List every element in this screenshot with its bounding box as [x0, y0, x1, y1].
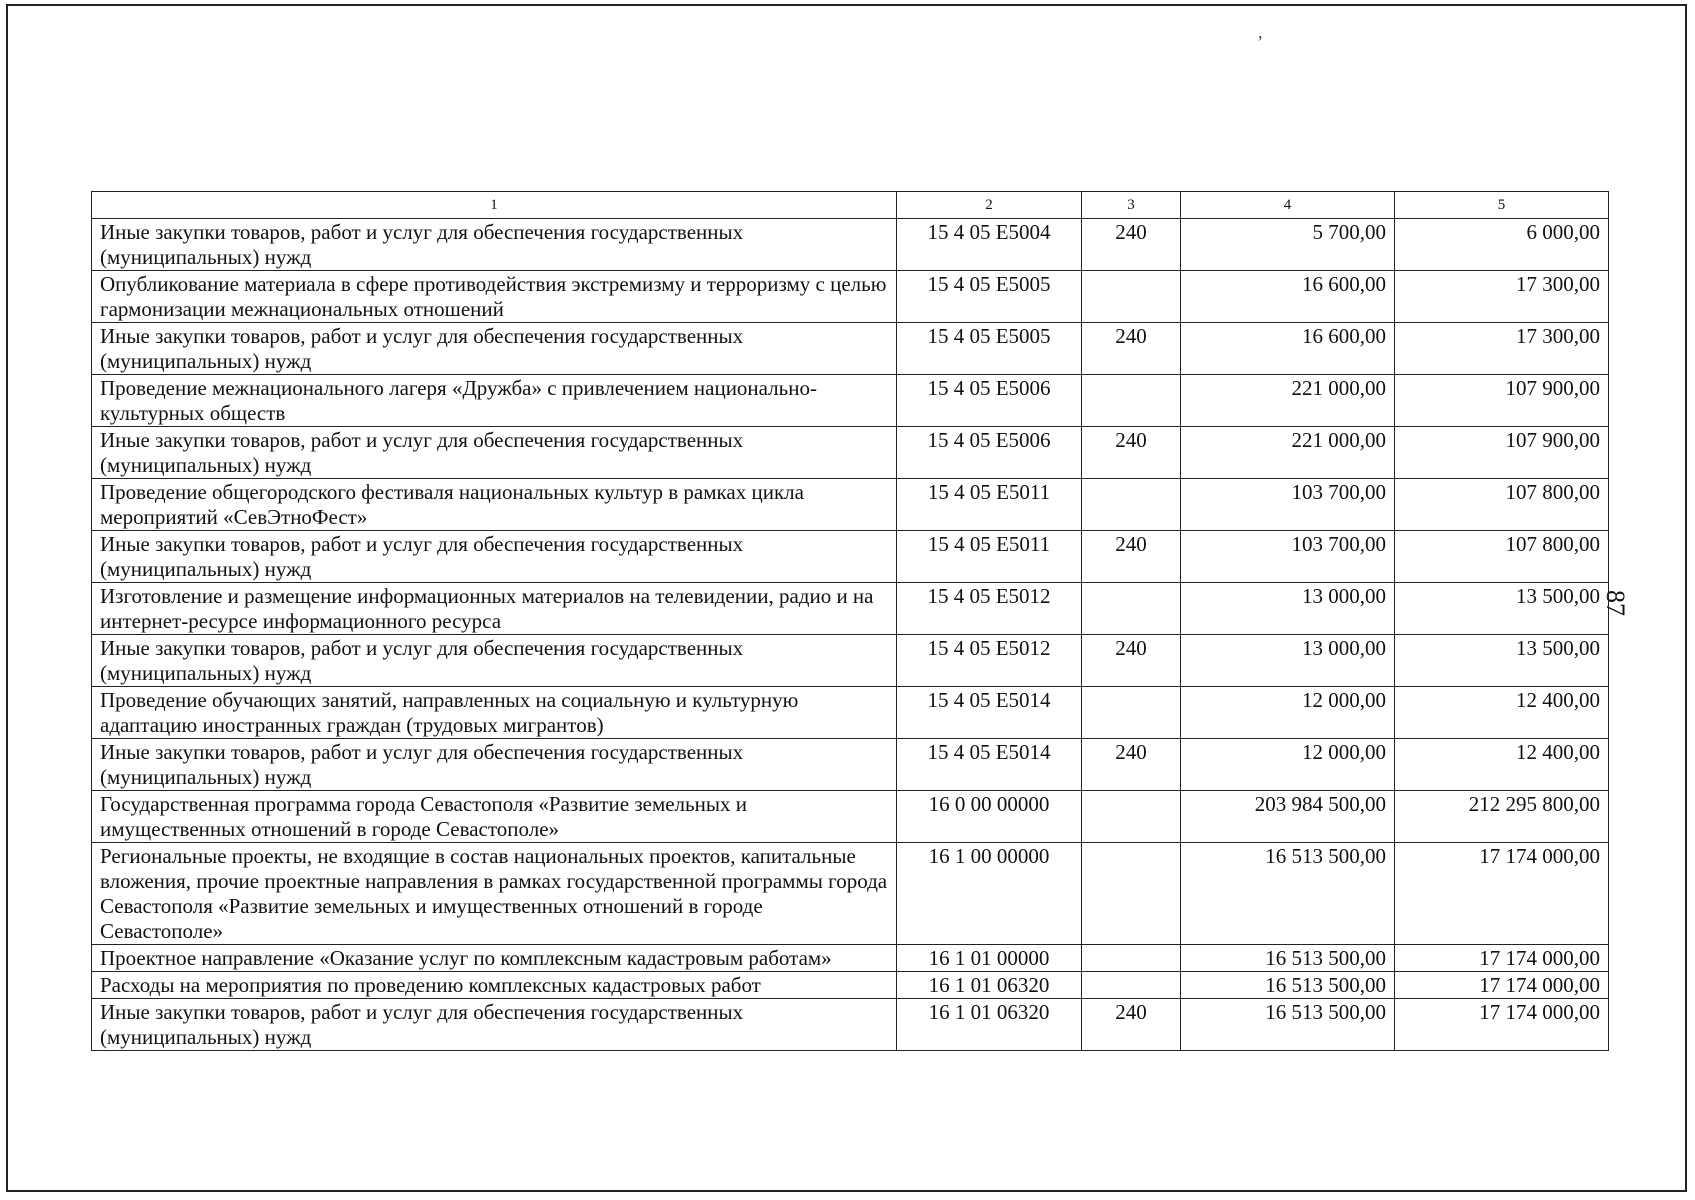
row-description: Проведение обучающих занятий, направленных на социальную и культурную адаптацию иностранных граждан (трудовых мигрантов) — [92, 687, 897, 739]
row-type — [1082, 687, 1181, 739]
row-type — [1082, 843, 1181, 945]
table-row — [92, 972, 1609, 999]
row-value-5: 17 174 000,00 — [1395, 843, 1609, 945]
row-code: 15 4 05 E5006 — [897, 427, 1082, 479]
row-type: 240 — [1082, 739, 1181, 791]
row-value-4: 12 000,00 — [1181, 687, 1395, 739]
stray-mark: , — [1258, 22, 1263, 42]
row-type: 240 — [1082, 531, 1181, 583]
row-description: Иные закупки товаров, работ и услуг для обеспечения государственных (муниципальных) нужд — [92, 999, 897, 1051]
row-value-5: 17 300,00 — [1395, 271, 1609, 323]
row-value-5: 13 500,00 — [1395, 583, 1609, 635]
row-value-4: 203 984 500,00 — [1181, 791, 1395, 843]
row-code: 16 1 01 06320 — [897, 999, 1082, 1051]
header-col-4: 4 — [1181, 192, 1395, 219]
row-code: 16 1 01 06320 — [897, 972, 1082, 999]
row-type — [1082, 972, 1181, 999]
row-description: Иные закупки товаров, работ и услуг для обеспечения государственных (муниципальных) нужд — [92, 739, 897, 791]
row-code: 16 1 01 00000 — [897, 945, 1082, 972]
row-value-5: 17 174 000,00 — [1395, 972, 1609, 999]
row-value-4: 16 513 500,00 — [1181, 843, 1395, 945]
table-row — [92, 945, 1609, 972]
row-code: 16 1 00 00000 — [897, 843, 1082, 945]
row-description: Иные закупки товаров, работ и услуг для обеспечения государственных (муниципальных) нужд — [92, 531, 897, 583]
row-type: 240 — [1082, 999, 1181, 1051]
row-code: 16 0 00 00000 — [897, 791, 1082, 843]
table-row — [92, 479, 1609, 531]
row-value-5: 6 000,00 — [1395, 219, 1609, 271]
row-type — [1082, 271, 1181, 323]
row-code: 15 4 05 E5006 — [897, 375, 1082, 427]
row-description: Иные закупки товаров, работ и услуг для обеспечения государственных (муниципальных) нужд — [92, 219, 897, 271]
row-description: Иные закупки товаров, работ и услуг для обеспечения государственных (муниципальных) нужд — [92, 323, 897, 375]
row-code: 15 4 05 E5005 — [897, 271, 1082, 323]
row-value-5: 212 295 800,00 — [1395, 791, 1609, 843]
row-code: 15 4 05 E5012 — [897, 635, 1082, 687]
row-code: 15 4 05 E5014 — [897, 739, 1082, 791]
table-row — [92, 739, 1609, 791]
row-value-4: 16 600,00 — [1181, 271, 1395, 323]
table-row — [92, 271, 1609, 323]
row-value-5: 107 800,00 — [1395, 531, 1609, 583]
row-description: Проведение общегородского фестиваля национальных культур в рамках цикла мероприятий «СевЭтноФест» — [92, 479, 897, 531]
budget-table — [91, 191, 1609, 1051]
table-row — [92, 219, 1609, 271]
header-col-3: 3 — [1082, 192, 1181, 219]
row-description: Иные закупки товаров, работ и услуг для обеспечения государственных (муниципальных) нужд — [92, 635, 897, 687]
row-value-5: 12 400,00 — [1395, 739, 1609, 791]
row-code: 15 4 05 E5011 — [897, 531, 1082, 583]
row-description: Опубликование материала в сфере противодействия экстремизму и терроризму с целью гармонизации межнациональных отношений — [92, 271, 897, 323]
row-description: Региональные проекты, не входящие в состав национальных проектов, капитальные вложения, прочие проектные направления в рамках государственной программы города Севастополя «Развитие земельных и имущественных отношений в городе Севастополе» — [92, 843, 897, 945]
table-row — [92, 999, 1609, 1051]
header-col-5: 5 — [1395, 192, 1609, 219]
row-value-5: 107 800,00 — [1395, 479, 1609, 531]
row-value-4: 13 000,00 — [1181, 635, 1395, 687]
row-description: Иные закупки товаров, работ и услуг для обеспечения государственных (муниципальных) нужд — [92, 427, 897, 479]
row-value-4: 103 700,00 — [1181, 531, 1395, 583]
row-value-5: 107 900,00 — [1395, 375, 1609, 427]
table-row — [92, 531, 1609, 583]
row-code: 15 4 05 E5014 — [897, 687, 1082, 739]
row-description: Проектное направление «Оказание услуг по комплексным кадастровым работам» — [92, 945, 897, 972]
row-value-4: 103 700,00 — [1181, 479, 1395, 531]
table-row — [92, 687, 1609, 739]
row-type: 240 — [1082, 219, 1181, 271]
row-description: Расходы на мероприятия по проведению комплексных кадастровых работ — [92, 972, 897, 999]
header-col-1: 1 — [92, 192, 897, 219]
row-value-4: 16 600,00 — [1181, 323, 1395, 375]
row-type — [1082, 375, 1181, 427]
row-value-4: 221 000,00 — [1181, 427, 1395, 479]
table-row — [92, 791, 1609, 843]
row-type — [1082, 583, 1181, 635]
row-type — [1082, 791, 1181, 843]
row-value-4: 13 000,00 — [1181, 583, 1395, 635]
table-row — [92, 427, 1609, 479]
table-row — [92, 323, 1609, 375]
row-type: 240 — [1082, 323, 1181, 375]
row-type: 240 — [1082, 635, 1181, 687]
table-row — [92, 843, 1609, 945]
row-type — [1082, 945, 1181, 972]
row-value-5: 17 174 000,00 — [1395, 945, 1609, 972]
row-value-4: 16 513 500,00 — [1181, 999, 1395, 1051]
row-code: 15 4 05 E5005 — [897, 323, 1082, 375]
header-col-2: 2 — [897, 192, 1082, 219]
row-code: 15 4 05 E5011 — [897, 479, 1082, 531]
row-type — [1082, 479, 1181, 531]
table-row — [92, 583, 1609, 635]
table-row — [92, 375, 1609, 427]
row-code: 15 4 05 E5004 — [897, 219, 1082, 271]
row-description: Проведение межнационального лагеря «Дружба» с привлечением национально-культурных обществ — [92, 375, 897, 427]
table-row — [92, 635, 1609, 687]
row-value-5: 12 400,00 — [1395, 687, 1609, 739]
row-code: 15 4 05 E5012 — [897, 583, 1082, 635]
row-value-5: 17 174 000,00 — [1395, 999, 1609, 1051]
row-value-4: 16 513 500,00 — [1181, 972, 1395, 999]
row-value-4: 12 000,00 — [1181, 739, 1395, 791]
row-value-5: 107 900,00 — [1395, 427, 1609, 479]
row-value-4: 16 513 500,00 — [1181, 945, 1395, 972]
header-row — [92, 192, 1609, 219]
row-value-5: 13 500,00 — [1395, 635, 1609, 687]
row-description: Изготовление и размещение информационных материалов на телевидении, радио и на интернет-ресурсе информационного ресурса — [92, 583, 897, 635]
row-value-5: 17 300,00 — [1395, 323, 1609, 375]
row-value-4: 221 000,00 — [1181, 375, 1395, 427]
row-type: 240 — [1082, 427, 1181, 479]
row-value-4: 5 700,00 — [1181, 219, 1395, 271]
row-description: Государственная программа города Севастополя «Развитие земельных и имущественных отношений в городе Севастополе» — [92, 791, 897, 843]
page-number: 87 — [1601, 590, 1630, 616]
